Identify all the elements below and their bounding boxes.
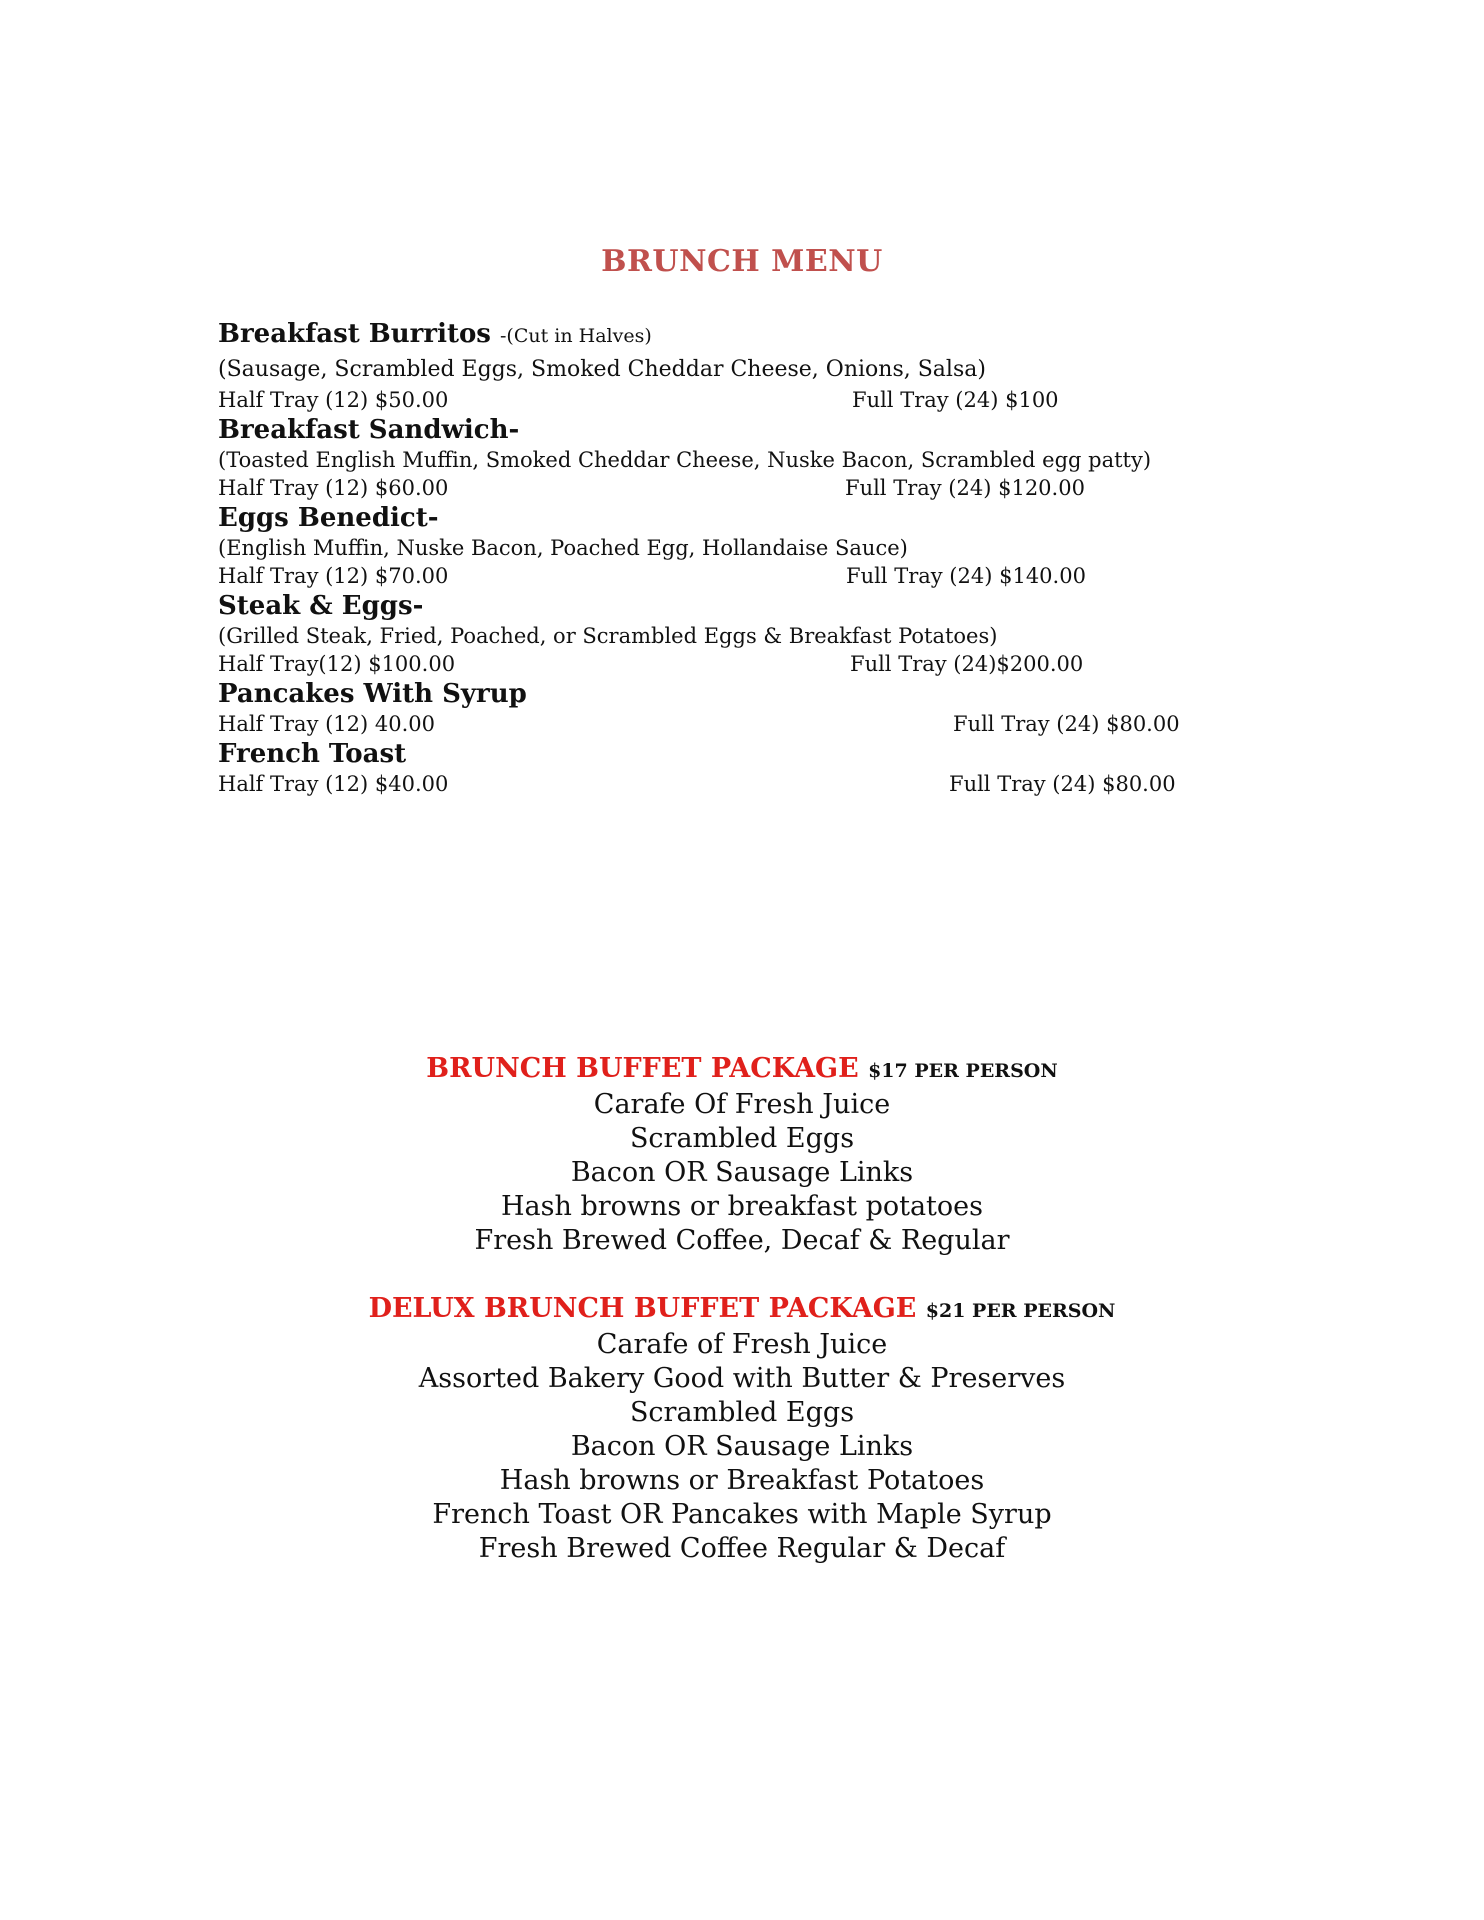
menu-item [218,678,1218,738]
package-item: Carafe of Fresh Juice [596,1329,888,1360]
item-name: Breakfast Sandwich- [218,415,520,445]
package-item: Hash browns or Breakfast Potatoes [499,1465,985,1496]
item-name: Eggs Benedict- [218,503,439,533]
menu-item [218,738,1218,798]
half-tray-price: Half Tray(12) $100.00 [218,652,456,676]
price-row [218,562,1218,590]
package-name: DELUX BRUNCH BUFFET PACKAGE [368,1293,917,1324]
package-items [0,1328,1484,1566]
item-name-row [218,314,1218,354]
item-note: -(Cut in Halves) [500,325,652,347]
delux-brunch-buffet-package [0,1292,1484,1566]
package-item: Fresh Brewed Coffee Regular & Decaf [478,1533,1006,1564]
menu-item [218,414,1218,502]
full-tray-price: Full Tray (24) $80.00 [953,712,1180,736]
package-heading [0,1052,1484,1088]
package-item: Carafe Of Fresh Juice [593,1089,891,1120]
price-row [218,386,1218,414]
item-description: (Grilled Steak, Fried, Poached, or Scrambled Eggs & Breakfast Potatoes) [218,624,998,648]
full-tray-price: Full Tray (24) $140.00 [846,564,1086,588]
half-tray-price: Half Tray (12) $40.00 [218,772,449,796]
package-item: Assorted Bakery Good with Butter & Preserves [418,1363,1066,1394]
full-tray-price: Full Tray (24)$200.00 [850,652,1084,676]
item-description: (Sausage, Scrambled Eggs, Smoked Cheddar Cheese, Onions, Salsa) [218,357,986,382]
item-name: French Toast [218,739,407,769]
package-name: BRUNCH BUFFET PACKAGE [426,1053,859,1084]
page-title: BRUNCH MENU [601,244,883,279]
half-tray-price: Half Tray (12) 40.00 [218,712,436,736]
full-tray-price: Full Tray (24) $100 [852,388,1059,412]
package-item: Hash browns or breakfast potatoes [500,1191,984,1222]
price-row [218,770,1218,798]
package-price: $21 PER PERSON [925,1300,1116,1322]
package-price: $17 PER PERSON [868,1060,1058,1082]
item-description: (Toasted English Muffin, Smoked Cheddar Cheese, Nuske Bacon, Scrambled egg patty) [218,448,1152,472]
half-tray-price: Half Tray (12) $60.00 [218,476,449,500]
package-item: French Toast OR Pancakes with Maple Syrup [432,1499,1052,1530]
price-row [218,710,1218,738]
half-tray-price: Half Tray (12) $50.00 [218,388,449,412]
package-item: Fresh Brewed Coffee, Decaf & Regular [474,1225,1010,1256]
price-row [218,474,1218,502]
menu-item [218,502,1218,590]
half-tray-price: Half Tray (12) $70.00 [218,564,449,588]
menu-item [218,590,1218,678]
menu-item [218,314,1218,414]
brunch-buffet-package [0,1052,1484,1258]
package-item: Bacon OR Sausage Links [570,1431,914,1462]
item-name: Pancakes With Syrup [218,679,527,709]
package-item: Scrambled Eggs [629,1123,855,1154]
item-name: Breakfast Burritos [218,319,491,349]
price-row [218,650,1218,678]
package-items [0,1088,1484,1258]
full-tray-price: Full Tray (24) $80.00 [949,772,1176,796]
item-name: Steak & Eggs- [218,591,424,621]
menu-items [218,314,1218,798]
package-heading [0,1292,1484,1328]
item-description: (English Muffin, Nuske Bacon, Poached Egg, Hollandaise Sauce) [218,536,908,560]
package-item: Bacon OR Sausage Links [570,1157,914,1188]
package-item: Scrambled Eggs [629,1397,855,1428]
full-tray-price: Full Tray (24) $120.00 [845,476,1085,500]
